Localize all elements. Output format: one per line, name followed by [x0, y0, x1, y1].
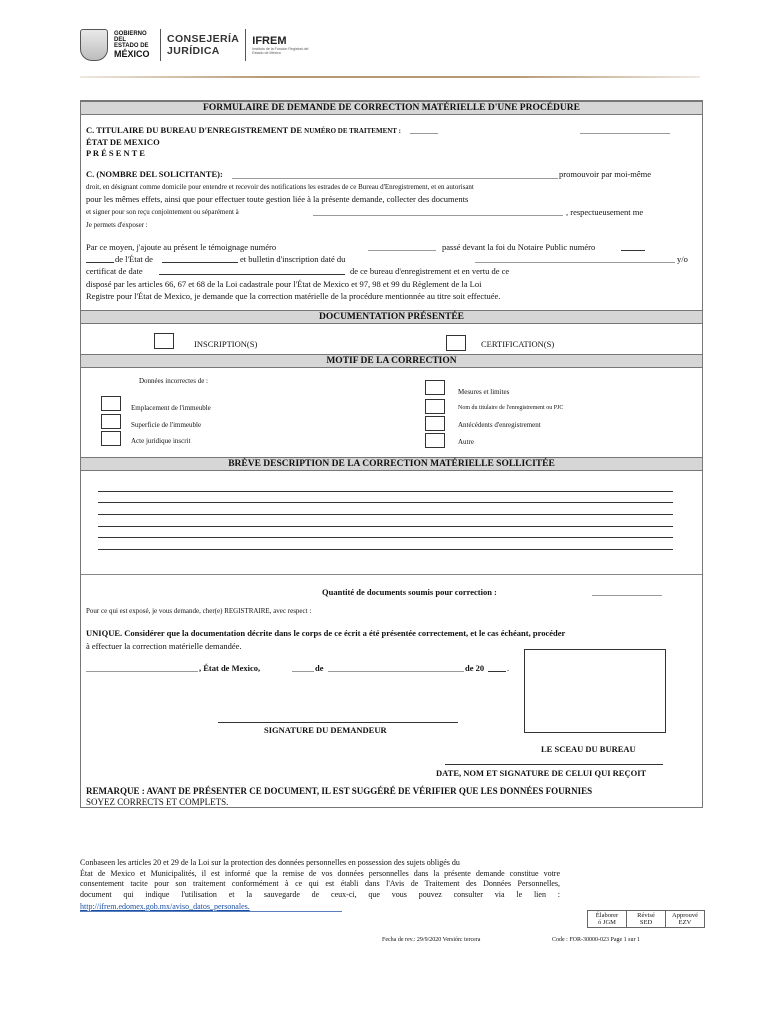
- presente-label: P R É S E N T E: [86, 148, 145, 158]
- autorise-field[interactable]: [313, 215, 563, 216]
- privacy-link[interactable]: http://ifrem.edomex.gob.mx/aviso_datos_personales.: [80, 902, 250, 911]
- emplacement-checkbox[interactable]: [101, 396, 121, 411]
- titular-label: C. TITULAIRE DU BUREAU D'ENREGISTREMENT DE NUMÉRO DE TRAITEMENT :: [86, 125, 401, 135]
- documentation-band: DOCUMENTATION PRÉSENTÉE: [81, 310, 702, 324]
- autre-checkbox[interactable]: [425, 433, 445, 448]
- etat-field-a[interactable]: [86, 262, 114, 263]
- temoignage-field[interactable]: [368, 250, 436, 251]
- elaborer-cell: Élaborer ó JGM: [588, 911, 627, 928]
- privacy-notice: Conbaseen les articles 20 et 29 de la Loi sur la protection des données personnelles en possession des sujets obligés du État de Mexico et Municipalités, il est informé que la remise de vos données personnelles dans la présente demande constitue votre consentement tacite pour son traitement conformément à ce qui est établi dans l'Avis de Traitement des Données Personnelles, document qui indique l'utilisation et la sauvegarde de ceux-ci, que vous pouvez consulter via le lien :: [80, 858, 560, 899]
- header-logos: [80, 28, 314, 62]
- notaire-field[interactable]: [621, 250, 645, 251]
- header-divider: [80, 76, 700, 78]
- numero-field[interactable]: [410, 133, 438, 134]
- solicitante-label: C. (NOMBRE DEL SOLICITANTE):: [86, 169, 223, 179]
- mesures-checkbox[interactable]: [425, 380, 445, 395]
- solicitante-field[interactable]: [232, 178, 558, 179]
- signature-label: SIGNATURE DU DEMANDEUR: [264, 725, 387, 735]
- annee-field[interactable]: [488, 671, 506, 672]
- form-title: FORMULAIRE DE DEMANDE DE CORRECTION MATÉRIELLE D'UNE PROCÉDURE: [81, 101, 702, 115]
- etat-field[interactable]: [162, 262, 238, 263]
- revision-date: Fecha de rev.: 29/9/2020 Versión: tercera: [382, 937, 481, 943]
- approval-table: [587, 910, 705, 928]
- document-code: Code : FOR-30000-023 Page 1 sur 1: [552, 937, 640, 943]
- breve-description-band: BRÈVE DESCRIPTION DE LA CORRECTION MATÉRIELLE SOLLICITÉE: [81, 457, 702, 471]
- approuve-cell: Approuvé EZV: [666, 911, 705, 928]
- antecedents-checkbox[interactable]: [425, 416, 445, 431]
- inscription-checkbox[interactable]: [154, 333, 174, 349]
- jour-field[interactable]: [292, 671, 314, 672]
- consejeria-label: CONSEJERÍA JURÍDICA: [167, 33, 240, 57]
- nom-titulaire-checkbox[interactable]: [425, 399, 445, 414]
- etat-label: ÉTAT DE MEXICO: [86, 137, 160, 147]
- remarque: REMARQUE : AVANT DE PRÉSENTER CE DOCUMENT, IL EST SUGGÉRÉ DE VÉRIFIER QUE LES DONNÉES FOURNIES: [86, 786, 593, 796]
- revise-cell: Révisé SED: [627, 911, 666, 928]
- acte-checkbox[interactable]: [101, 431, 121, 446]
- quantite-field[interactable]: [592, 595, 662, 596]
- ifrem-logo: IFREM Instituto de la Función Registral del Estado de México: [252, 35, 309, 55]
- certificat-field[interactable]: [159, 274, 345, 275]
- superficie-checkbox[interactable]: [101, 414, 121, 429]
- recepteur-line[interactable]: [445, 764, 663, 765]
- mois-field[interactable]: [328, 671, 464, 672]
- seal-box: [524, 649, 666, 733]
- lieu-field[interactable]: [86, 671, 198, 672]
- sceau-label: LE SCEAU DU BUREAU: [541, 744, 636, 754]
- motif-band: MOTIF DE LA CORRECTION: [81, 354, 702, 368]
- numero-field-2[interactable]: [580, 133, 670, 134]
- state-crest-icon: [80, 29, 108, 61]
- signature-line[interactable]: [218, 722, 458, 723]
- government-label: GOBIERNO DEL ESTADO DE MÉXICO: [114, 31, 150, 59]
- date-nom-label: DATE, NOM ET SIGNATURE DE CELUI QUI REÇOIT: [436, 768, 647, 778]
- certification-checkbox[interactable]: [446, 335, 466, 351]
- bulletin-field[interactable]: [475, 262, 675, 263]
